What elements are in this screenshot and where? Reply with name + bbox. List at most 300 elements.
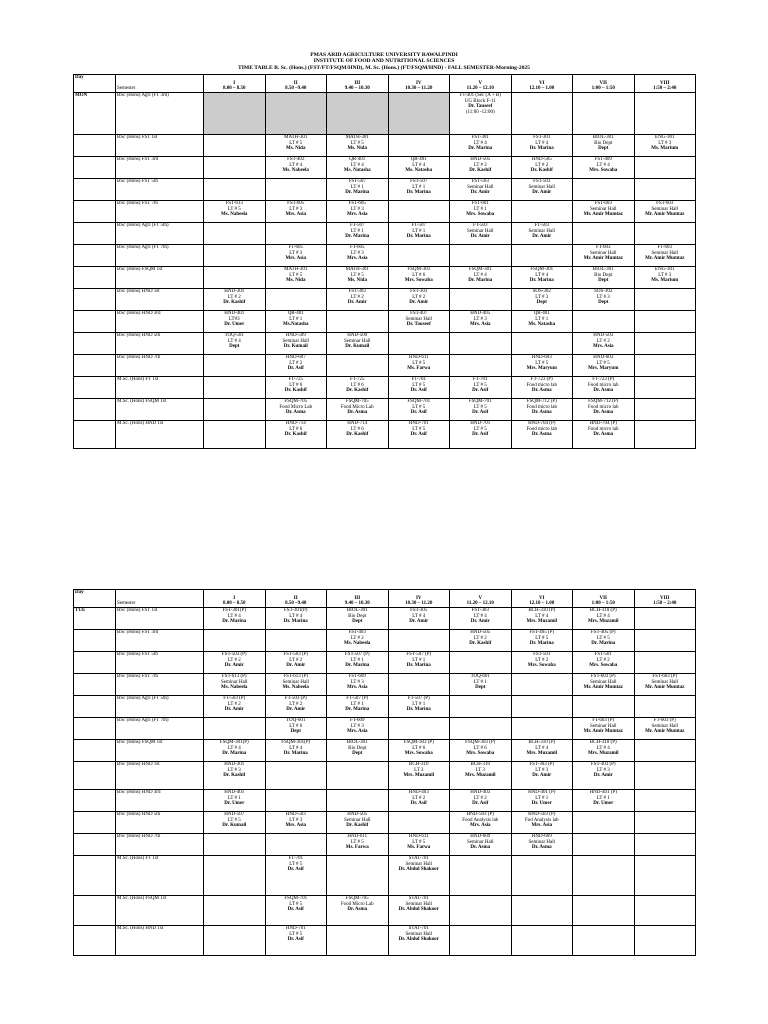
class-cell [388,652,450,674]
class-cell [634,289,696,311]
class-cell [265,790,327,812]
slot-number: II [293,80,298,86]
course-line: FSQM-303 (P) [465,740,496,745]
course-line: LT # 6 [289,426,303,432]
class-cell [204,399,266,421]
teacher-name: Dr. Amir [409,300,429,306]
class-cell [634,856,696,896]
slot-time: 9.40 – 10.30 [344,86,370,92]
class-cell [634,179,696,201]
teacher-name: Mrs. Muzamil [526,619,558,625]
class-cell [204,926,266,956]
course-line: HND-611 [408,834,429,839]
teacher-name: Dr. Marina [468,146,493,152]
course-line: LT # 1 [412,657,426,663]
table-row [74,93,696,135]
course-line: FST-503 (P) [283,652,309,657]
teacher-name: Ms. Farwa [407,366,431,372]
class-cell [634,812,696,834]
course-line: LT # 6 [473,745,487,751]
course-line: Seminar Hall [589,206,617,212]
class-cell [450,289,512,311]
course-line: FSQM-701 [468,399,492,404]
class-cell [511,718,573,740]
slot-time: 8.00 – 8.50 [223,86,246,92]
course-line: HND-704 (P) [528,421,556,426]
class-cell [204,608,266,630]
class-cell [265,311,327,333]
course-line: BIOL-301 [592,135,614,140]
class-cell [634,93,696,135]
teacher-name: Ms. Natasha [343,168,371,174]
table-row [74,762,696,790]
semester-label: BSc (Hons) Agri (FT 3rd) [116,93,204,135]
table-row [74,896,696,926]
teacher-name: Dr. Marina [406,663,431,669]
teacher-name: Dr. Marina [283,619,308,625]
slot-header [388,590,450,608]
semester-label: BSc (Hons) HND 5th [116,812,204,834]
course-line: FST-613 [225,201,243,206]
class-time-note: (11:00 -12:00) [465,109,495,115]
day-cell [74,421,116,449]
teacher-name: Mr. Amir Mumtaz [645,212,685,218]
teacher-name: Dr. Asif [472,410,489,416]
semester-label: BSc (Hons) FST 1st [116,135,204,157]
class-cell [450,311,512,333]
class-cell [327,355,389,377]
teacher-name: Dr. Amir [593,773,613,779]
course-line: UG Block F-11 [464,98,496,104]
course-line: LT # 2 [350,294,364,300]
course-line: FSQM-701 [407,399,431,404]
class-cell [450,790,512,812]
day-header: Day [74,590,116,608]
class-cell [204,157,266,179]
course-line: BCH-310 [470,762,490,767]
table-row [74,223,696,245]
course-line: FST-403 [287,157,305,162]
course-line: LT # 5 [596,635,610,641]
teacher-name: Dr. Marina [345,234,370,240]
class-cell [634,399,696,421]
day-cell [74,289,116,311]
course-line: FST-303 [471,608,489,613]
class-cell [634,696,696,718]
teacher-name: Dr. Marina [529,146,554,152]
course-line: FST-507 (P) [344,652,370,657]
timetable-tuesday [73,589,696,956]
class-cell [388,267,450,289]
course-line: LT#3 [228,316,240,322]
teacher-name: Dr. Marina [345,190,370,196]
slot-time: 1:50 – 2:40 [653,86,677,92]
class-cell [511,93,573,135]
course-line: ENG-301 [655,267,675,272]
course-line: MATH-301 [284,135,308,140]
class-cell [327,93,389,135]
course-line: Food micro lab [526,426,558,432]
semester-label: BSc (Hons) HND 7th [116,834,204,856]
class-cell [388,762,450,790]
teacher-name: Mrs. Muzamil [587,619,619,625]
course-line: LT # 2 [350,635,364,641]
course-line: FST-301(P) [222,608,246,613]
document-header [0,52,768,71]
class-cell [327,896,389,926]
course-line: LT # 4 [535,613,549,619]
teacher-name: Dr. Amir [532,190,552,196]
course-line: BIOL-301 [346,740,368,745]
teacher-name: Dr. Asif [287,366,304,372]
course-line: LT # 2 [227,294,241,300]
class-cell [388,790,450,812]
class-cell [204,896,266,926]
course-line: Seminar Hall [466,839,494,845]
course-line: Food micro lab [526,404,558,410]
teacher-name: Dr. Amir [532,773,552,779]
class-cell [388,289,450,311]
teacher-name: Mrs. Sowaba [466,751,495,757]
class-cell [265,834,327,856]
course-line: STAT-701 [408,926,429,931]
slot-number: VII [599,595,607,601]
course-line: TOQ-601 [286,718,306,723]
course-line: FT-725 [288,377,304,382]
teacher-name: Dr. Kashif [284,432,307,438]
course-line: FSQM-301 [530,267,554,272]
class-cell [204,674,266,696]
course-line: FST-303 (P) [590,762,616,767]
class-cell [634,201,696,223]
course-line: HND-403 [408,790,429,795]
teacher-name: Mr. Amir Mumtaz [645,685,685,691]
class-cell [204,377,266,399]
slot-header [204,590,266,608]
teacher-name: Mr. Amir Mumtaz [645,729,685,735]
teacher-name: Ms. Nabeela [344,641,371,647]
course-line: BCH-310 (P) [589,740,617,745]
course-line: BIOL-301 [592,267,614,272]
course-line: HND-611 [347,834,368,839]
course-line: LT # 1 [596,795,610,801]
teacher-name: Ms. Nida [286,146,306,152]
course-line: FST-503 [471,179,489,184]
course-line: HND-301 [224,762,245,767]
course-line: Bio Dept [348,613,367,619]
course-line: HND-609 [470,834,491,839]
teacher-name: Mrs. Asia [285,256,307,262]
teacher-name: Dept [229,344,240,350]
class-cell [327,245,389,267]
course-line: FST-503 [533,179,551,184]
class-cell [511,135,573,157]
course-line: LT # 4 [412,613,426,619]
teacher-name: Dr. Marina [345,663,370,669]
semester-label: BSc (Hons) Agri (FT 7th) [116,718,204,740]
course-line: LT # 1 [350,657,364,663]
timetable-title: TIME TABLE B. Sc. (Hons.) (FST/FT/FSQM/HND), M. Sc. (Hons.) (FT/FSQM/HND) - FALL SEMESTER-Morning-2025 [238,64,530,71]
class-cell [388,608,450,630]
day-cell [74,812,116,834]
class-cell [327,790,389,812]
teacher-name: Dr. Kashif [223,773,246,779]
table-row [74,289,696,311]
course-line: LT # 4 [350,162,364,168]
course-line: LT # 3 [289,817,303,823]
class-cell [388,696,450,718]
course-line: HND-503 (P) [466,812,494,817]
course-line: FT-401 (Sec (A + B) [459,93,501,98]
class-cell [388,223,450,245]
class-cell [450,355,512,377]
semester-label: BSc (Hons) FST 7th [116,201,204,223]
teacher-name: Dr. Asma [531,845,552,851]
slot-header [634,75,696,93]
course-line: HND-401 [224,311,245,316]
course-line: LT # 1 [350,701,364,707]
class-cell [265,399,327,421]
course-line: LT # 5 [289,901,303,907]
course-line: Seminar Hall [651,679,679,685]
semester-label: M.Sc. (Hons) FSQM 1st [116,896,204,926]
class-cell [573,93,635,135]
course-line: FST-303 (P) [529,762,555,767]
course-line: LT # 6 [350,382,364,388]
course-line: LT # 4 [289,613,303,619]
slot-time: 1:00 – 1:50 [591,601,615,607]
course-line: LT # 1 [350,184,364,190]
teacher-name: Dr. Marina [529,278,554,284]
class-cell [388,718,450,740]
course-line: LT # 2 [535,657,549,663]
class-cell [265,157,327,179]
class-cell [450,179,512,201]
class-cell [573,179,635,201]
teacher-name: Dept [352,619,363,625]
course-line: Seminar Hall [220,679,248,685]
course-line: FST-301(P) [284,608,308,613]
day-cell [74,157,116,179]
class-cell [573,696,635,718]
slot-number: VIII [660,80,670,86]
semester-label: BSc (Hons) HND 1st [116,762,204,790]
course-line: FST-603 (P) [590,674,616,679]
semester-label: BSc (Hons) HND 3rd [116,790,204,812]
course-line: Bio Dept [594,272,613,278]
class-cell [327,608,389,630]
teacher-name: Dr. Amir [409,619,429,625]
course-line: HND-609 [531,834,552,839]
course-line: LT # 3 [350,679,364,685]
class-cell [204,421,266,449]
class-cell [573,355,635,377]
course-line: LT # 2 [227,657,241,663]
course-line: Food Micro Lab [279,404,313,410]
course-line: LT # 6 [289,723,303,729]
slot-number: VI [538,80,545,86]
class-cell [573,157,635,179]
teacher-name: Dr. Kashif [346,388,369,394]
class-cell [388,630,450,652]
class-cell [450,201,512,223]
header-row [74,590,696,608]
teacher-name: Dr. Marina [406,190,431,196]
course-line: FT-507 [411,223,427,228]
course-line: BCH-310 [409,762,429,767]
class-cell [450,245,512,267]
class-cell [388,740,450,762]
teacher-name: Dr. Amir [532,234,552,240]
course-line: FST-305 [410,608,428,613]
class-cell [327,630,389,652]
slot-number: VII [599,80,607,86]
slot-header [327,590,389,608]
class-cell [634,718,696,740]
class-cell [327,399,389,421]
course-line: LT # 6 [350,426,364,432]
teacher-name: Dr. Asif [410,432,427,438]
course-line: FSQM-705 [345,896,369,901]
teacher-name: Dr. Asma [531,432,552,438]
course-line: QR-401 [349,157,366,162]
class-cell [511,399,573,421]
teacher-name: Dr. Kashif [469,168,492,174]
class-cell [204,762,266,790]
class-cell [511,762,573,790]
class-cell [388,201,450,223]
class-cell [573,812,635,834]
teacher-name: Mrs. Asia [531,823,553,829]
class-cell [450,135,512,157]
class-cell [573,834,635,856]
course-line: LT # 6 [289,382,303,388]
course-line: FST-303 [410,289,428,294]
class-cell [634,674,696,696]
course-line: LT # 4 [473,140,487,146]
teacher-name: Ms. Nabeela [282,685,309,691]
class-cell [388,245,450,267]
teacher-name: Ms. Nabeela [221,685,248,691]
course-line: LT # 5 [473,382,487,388]
course-line: FST-603 [594,201,612,206]
timetable-monday [73,74,696,449]
teacher-name: Dr. Marina [222,751,247,757]
class-cell [265,740,327,762]
class-cell [511,834,573,856]
class-cell [573,399,635,421]
slot-header [265,590,327,608]
table-row [74,179,696,201]
slot-time: 8.50 –9.40 [285,86,307,92]
course-line: LT # 5 [289,931,303,937]
course-line: FT-507 (P) [407,696,430,701]
course-line: LT # 5 [289,272,303,278]
class-cell [327,267,389,289]
semester-label: BSc (Hons) FST 3rd [116,630,204,652]
table-row [74,157,696,179]
header-row [74,75,696,93]
course-line: LT # 5 [350,839,364,845]
course-line: Seminar Hall [589,723,617,729]
course-line: LT # 4 [596,745,610,751]
class-cell [204,812,266,834]
course-line: BCH-310 (P) [528,740,556,745]
semester-label: BSc (Hons) FSQM 1st [116,740,204,762]
course-line: LT # 5 [535,360,549,366]
course-line: FST-501 [594,652,612,657]
day-header: Day [74,75,116,93]
class-cell [634,223,696,245]
class-cell [511,812,573,834]
teacher-name: Dr. Abdul Shakoor [398,907,439,913]
semester-label: BSc (Hons) Agri (FT 5th) [116,696,204,718]
teacher-name: Dr. Marina [222,619,247,625]
course-line: HND-401 [224,790,245,795]
university-name: PMAS ARID AGRICULTURE UNIVERSITY RAWALPINDI [310,52,458,58]
class-cell [450,762,512,790]
course-line: Seminar Hall [466,228,494,234]
class-cell [265,762,327,790]
class-cell [573,421,635,449]
course-line: HND-403 [470,790,491,795]
teacher-name: Mrs. Asia [285,823,307,829]
course-line: LT # 1 [535,316,549,322]
course-line: MATH-301 [345,135,369,140]
class-cell [204,201,266,223]
day-cell [74,674,116,696]
course-line: LT # 1 [473,206,487,212]
class-cell [265,812,327,834]
course-line: Seminar Hall [282,338,310,344]
course-line: FT-605 [349,245,365,250]
course-line: FT-603 (P) [592,718,615,723]
teacher-name: Dept [475,685,486,691]
teacher-name: Dr. Asif [410,801,427,807]
course-line: LT # 2 [473,162,487,168]
class-cell [634,267,696,289]
course-line: LT # 3 [473,316,487,322]
class-cell [450,267,512,289]
slot-number: V [478,80,483,86]
class-cell [388,377,450,399]
course-line: Seminar Hall [528,228,556,234]
class-cell [573,333,635,355]
course-line: LT # 3 [350,723,364,729]
slot-time: 12.10 – 1.00 [529,86,555,92]
course-line: FSQM-712 (P) [526,399,557,404]
class-cell [265,926,327,956]
semester-label: BSc (Hons) Agri (FT 5th) [116,223,204,245]
class-cell [388,311,450,333]
course-line: FT-507 [349,223,365,228]
class-cell [634,834,696,856]
course-line: LT # 3 [596,767,610,773]
teacher-name: Dr. Asma [593,388,614,394]
class-cell [511,223,573,245]
slot-time: 1:50 – 2:40 [653,601,677,607]
slot-time: 10.30 – 11.20 [405,601,433,607]
teacher-name: Dr. Asif [410,388,427,394]
course-line: HND-503 [285,812,306,817]
course-line: LT # 5 [412,404,426,410]
slot-number: VI [538,595,545,601]
class-cell [265,201,327,223]
teacher-name: Dr. Abdul Shakoor [398,937,439,943]
class-cell [265,135,327,157]
class-cell [265,223,327,245]
class-cell [450,608,512,630]
